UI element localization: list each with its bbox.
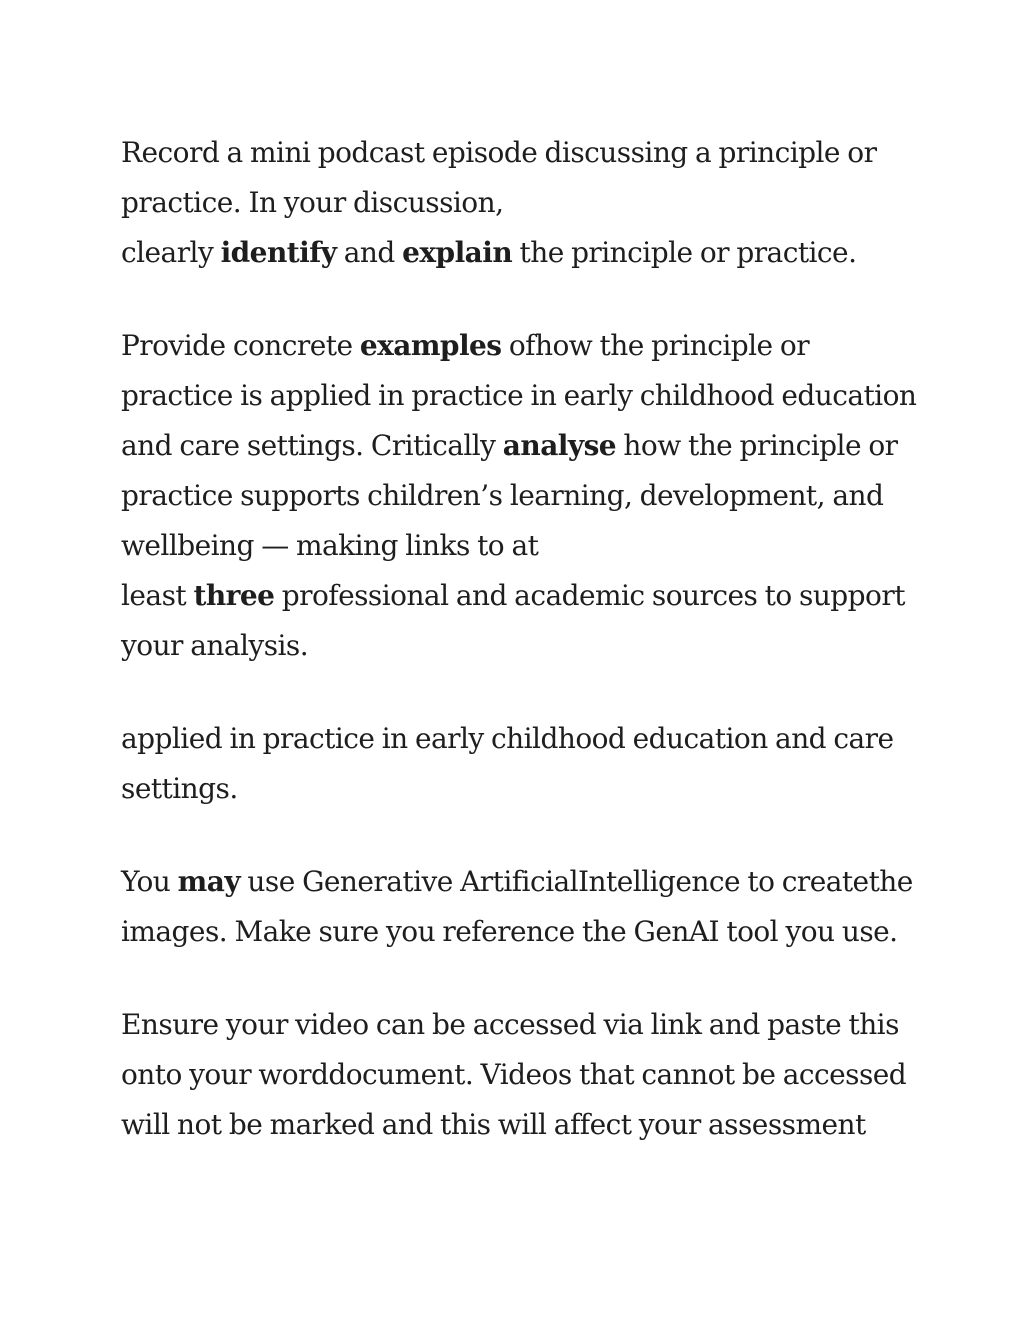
keyword-identify: identify [220,236,337,269]
examples-text-f: least [121,579,194,612]
keyword-may: may [177,865,241,898]
task-line-3c: and [336,236,403,269]
video-access-text: Ensure your video can be accessed via link and paste this onto your worddocument. Videos that cannot be accessed will not be marked and this will affect your assessment [121,1008,907,1141]
genai-text-a: You [121,865,178,898]
examples-text-h: professional and academic sources to support your analysis. [121,579,905,662]
paragraph-examples [121,321,921,671]
examples-text-e: how the principle or practice supports children’s learning, development, and wellbeing — making links to at [121,429,898,562]
paragraph-task [121,128,921,278]
keyword-explain: explain [402,236,513,269]
paragraph-video-access [121,1000,921,1150]
keyword-analyse: analyse [502,429,617,462]
task-line-3e: the principle or practice. [512,236,857,269]
document-body [121,128,921,1150]
task-line-3a: clearly [121,236,221,269]
keyword-three: three [193,579,275,612]
genai-text-c: use Generative ArtificialIntelligence to createthe images. Make sure you reference the GenAI tool you use. [121,865,913,948]
task-line-2: practice. In your discussion, [121,186,504,219]
keyword-examples: examples [359,329,502,362]
paragraph-applied [121,714,921,814]
examples-text-c: ofhow the principle or practice is applied in practice in early childhood education and care settings. Critically [121,329,917,462]
applied-text: applied in practice in early childhood education and care settings. [121,722,894,805]
examples-text-a: Provide concrete [121,329,360,362]
task-line-1: Record a mini podcast episode discussing a principle or [121,136,877,169]
paragraph-genai [121,857,921,957]
